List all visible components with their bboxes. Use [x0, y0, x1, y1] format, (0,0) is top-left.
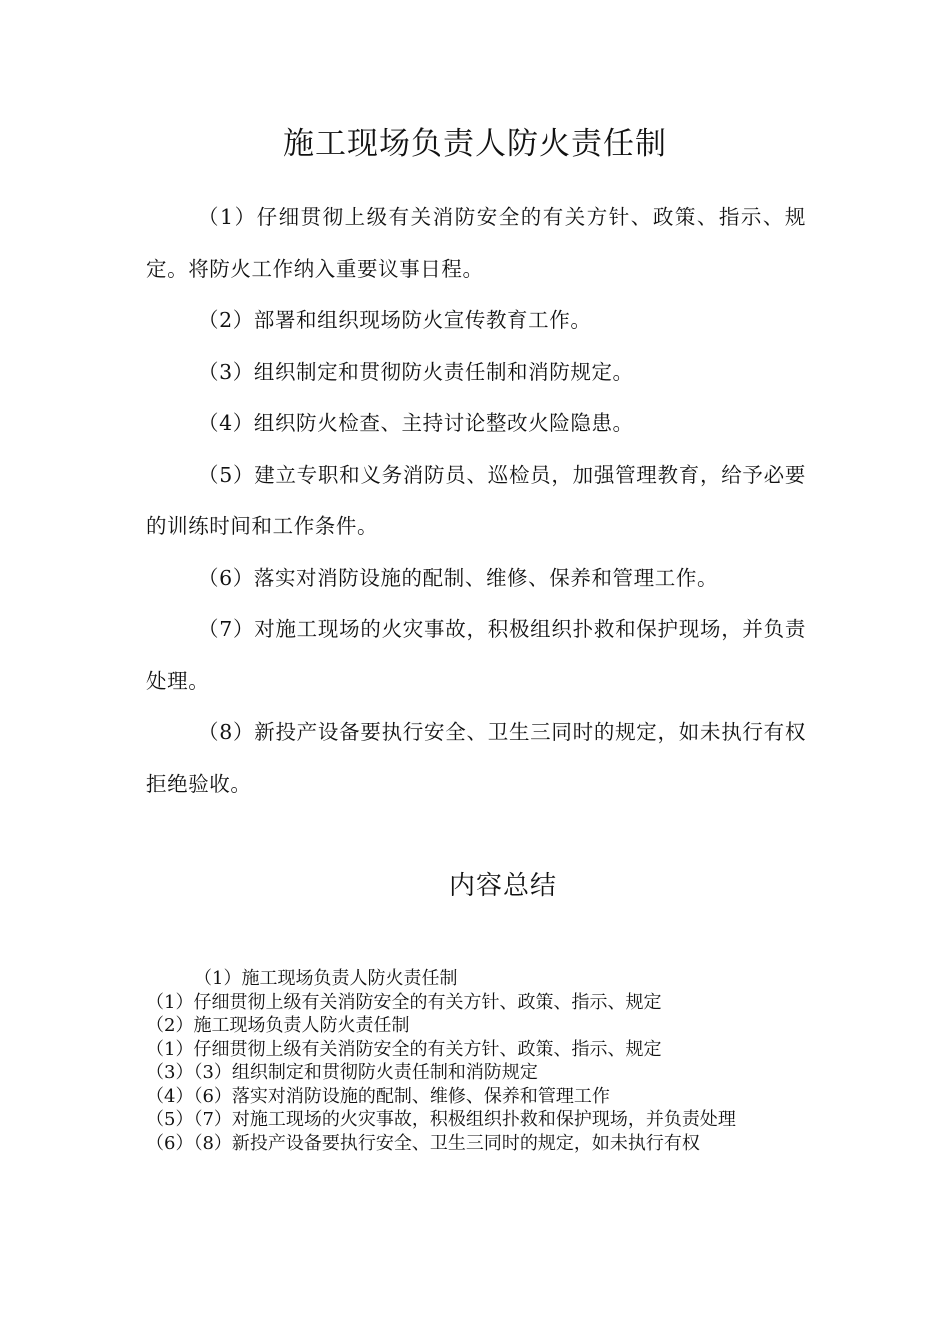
paragraph-6: （6）落实对消防设施的配制、维修、保养和管理工作。 — [198, 565, 719, 590]
paragraph-5: （5）建立专职和义务消防员、巡检员，加强管理教育，给予必要的训练时间和工作条件。 — [146, 462, 806, 538]
summary-line: （1）施工现场负责人防火责任制 — [194, 968, 458, 989]
paragraph-1: （1）仔细贯彻上级有关消防安全的有关方针、政策、指示、规定。将防火工作纳入重要议事日程。 — [146, 205, 806, 281]
summary-line: （1）仔细贯彻上级有关消防安全的有关方针、政策、指示、规定 — [146, 1038, 662, 1060]
summary-list — [146, 967, 796, 1155]
document-body — [146, 192, 806, 810]
summary-line: （2）施工现场负责人防火责任制 — [146, 1015, 410, 1036]
summary-line: （4）（6）落实对消防设施的配制、维修、保养和管理工作 — [146, 1085, 610, 1107]
document-title: 施工现场负责人防火责任制 — [283, 126, 667, 162]
paragraph-8: （8）新投产设备要执行安全、卫生三同时的规定，如未执行有权拒绝验收。 — [146, 720, 806, 796]
paragraph-2: （2）部署和组织现场防火宣传教育工作。 — [198, 308, 592, 332]
paragraph-7: （7）对施工现场的火灾事故，积极组织扑救和保护现场，并负责处理。 — [146, 617, 806, 693]
summary-line: （5）（7）对施工现场的火灾事故，积极组织扑救和保护现场，并负责处理 — [146, 1109, 736, 1130]
summary-line: （1）仔细贯彻上级有关消防安全的有关方针、政策、指示、规定 — [146, 991, 662, 1013]
paragraph-4: （4）组织防火检查、主持讨论整改火险隐患。 — [198, 411, 634, 435]
summary-line: （3）（3）组织制定和贯彻防火责任制和消防规定 — [146, 1062, 538, 1083]
paragraph-3: （3）组织制定和贯彻防火责任制和消防规定。 — [198, 359, 634, 384]
summary-line: （6）（8）新投产设备要执行安全、卫生三同时的规定，如未执行有权 — [146, 1132, 700, 1154]
summary-title: 内容总结 — [448, 871, 557, 901]
